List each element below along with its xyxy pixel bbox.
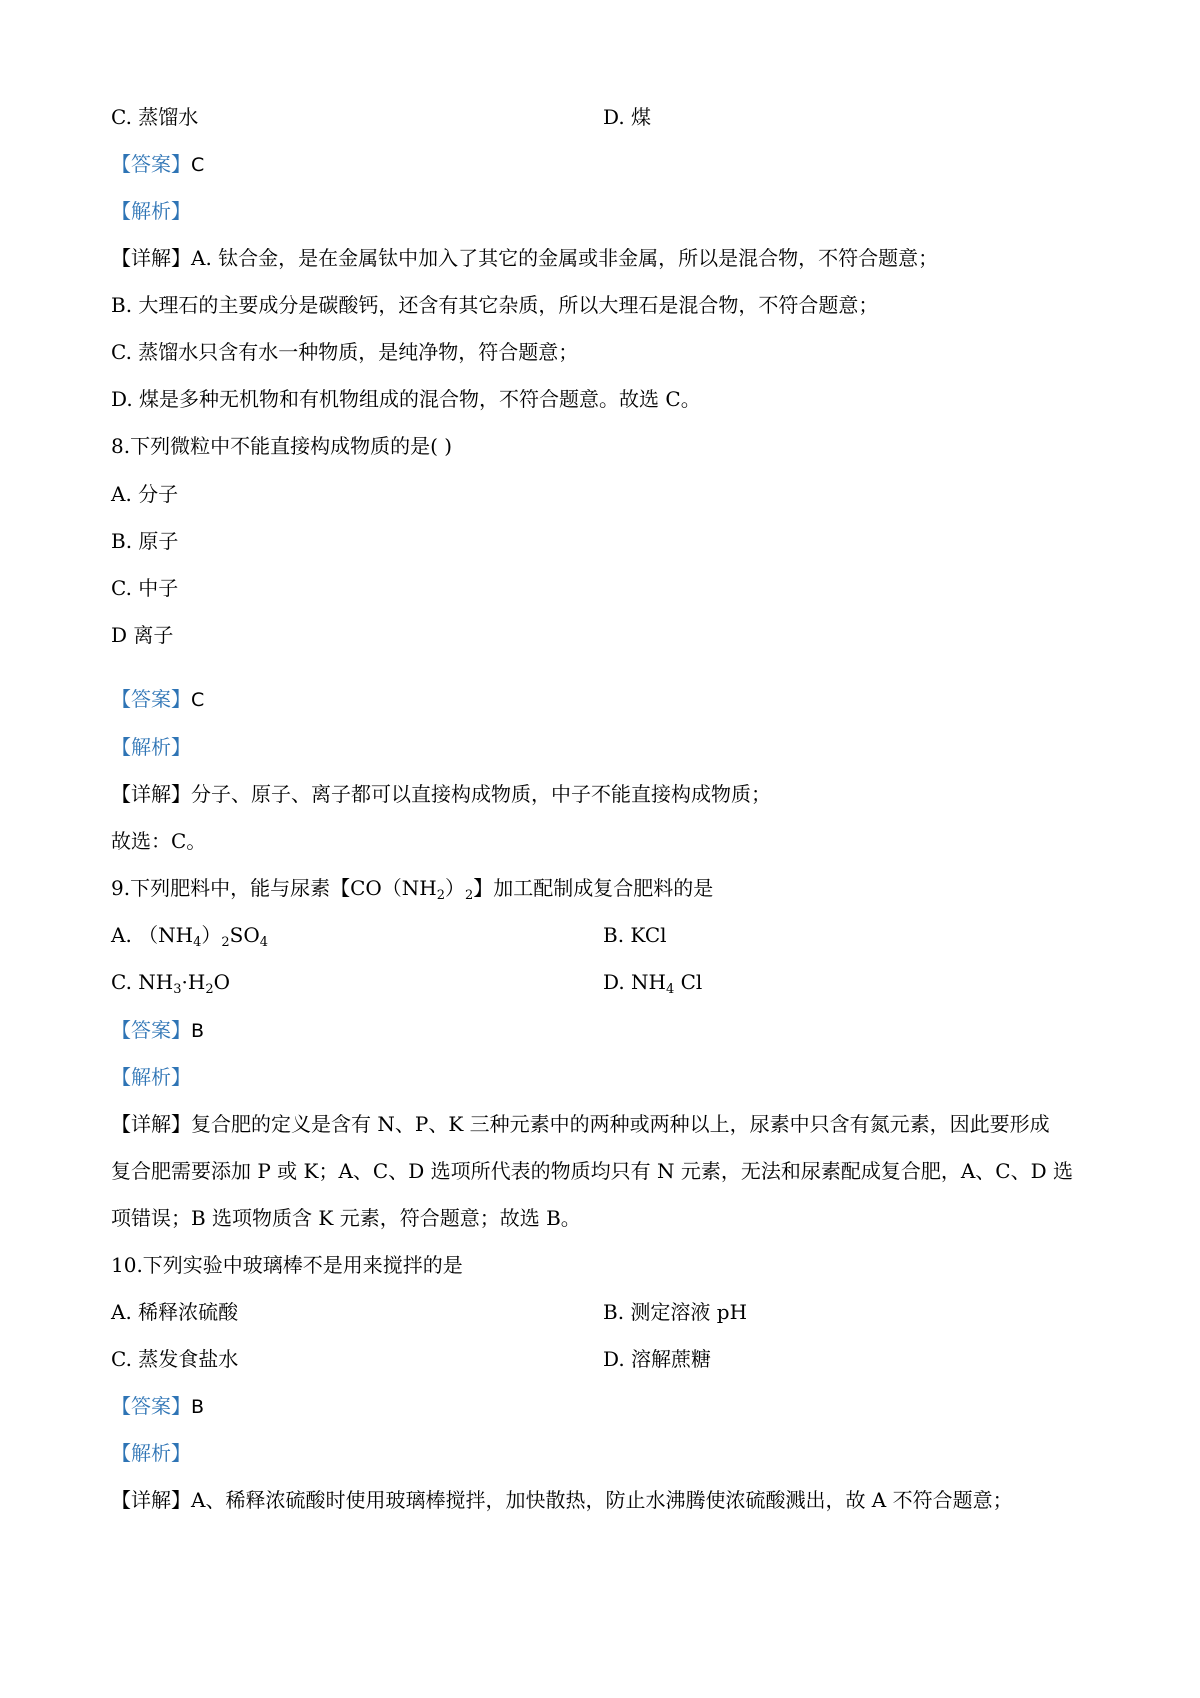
- q8-analysis-tag: 【解析】: [111, 735, 191, 759]
- q9-question-text: ）: [445, 876, 466, 900]
- option-text: ）: [201, 923, 222, 947]
- q8-option-c: C. 中子: [111, 576, 179, 600]
- q9-question-text: 】加工配制成复合肥料的是: [473, 876, 714, 900]
- subscript: 2: [221, 935, 230, 950]
- q7-answer-line: [111, 150, 204, 179]
- q8-detail-1: 【详解】分子、原子、离子都可以直接构成物质，中子不能直接构成物质；: [111, 782, 771, 806]
- q10-answer-line: [111, 1392, 204, 1421]
- answer-value: C: [191, 154, 205, 176]
- q10-option-c: C. 蒸发食盐水: [111, 1347, 239, 1371]
- q9-detail-1: 【详解】复合肥的定义是含有 N、P、K 三种元素中的两种或两种以上，尿素中只含有氮元素，因此要形成: [111, 1112, 1050, 1136]
- q8-option-a: A. 分子: [111, 482, 179, 506]
- q7-detail-2: B. 大理石的主要成分是碳酸钙，还含有其它杂质，所以大理石是混合物，不符合题意；: [111, 293, 879, 317]
- answer-value: C: [191, 689, 205, 711]
- q9-detail-2: 复合肥需要添加 P 或 K；A、C、D 选项所代表的物质均只有 N 元素，无法和尿素配成复合肥，A、C、D 选: [111, 1159, 1073, 1183]
- answer-tag: 【答案】: [111, 1018, 191, 1042]
- subscript: 4: [665, 982, 675, 997]
- option-text: A. （NH: [111, 923, 194, 947]
- answer-value: B: [191, 1396, 205, 1418]
- q9-option-a: [111, 921, 268, 949]
- q8-answer-line: [111, 685, 204, 714]
- q10-option-d: D. 溶解蔗糖: [603, 1347, 712, 1371]
- option-text: Cl: [674, 970, 703, 994]
- q9-question: [111, 874, 713, 902]
- option-text: O: [213, 970, 231, 994]
- q8-question: 8.下列微粒中不能直接构成物质的是( ): [111, 434, 453, 458]
- q9-question-text: 9.下列肥料中，能与尿素【CO（NH: [111, 876, 437, 900]
- q8-option-d: D 离子: [111, 623, 174, 647]
- q10-analysis-tag: 【解析】: [111, 1441, 191, 1465]
- subscript: 4: [193, 935, 202, 950]
- q7-option-d: D. 煤: [603, 105, 652, 129]
- answer-value: B: [191, 1020, 205, 1042]
- q9-analysis-tag: 【解析】: [111, 1065, 191, 1089]
- q8-option-b: B. 原子: [111, 529, 179, 553]
- answer-tag: 【答案】: [111, 687, 191, 711]
- option-text: D. NH: [603, 970, 666, 994]
- q9-answer-line: [111, 1016, 204, 1045]
- option-text: C. NH: [111, 970, 174, 994]
- q7-option-c: C. 蒸馏水: [111, 105, 199, 129]
- q8-detail-2: 故选：C。: [111, 829, 207, 853]
- q9-option-c: [111, 968, 230, 996]
- subscript: 3: [173, 982, 182, 997]
- q10-detail-1: 【详解】A、稀释浓硫酸时使用玻璃棒搅拌，加快散热，防止水沸腾使浓硫酸溅出，故 A 不符合题意；: [111, 1488, 1013, 1512]
- subscript: 2: [205, 982, 214, 997]
- q9-option-b: B. KCl: [603, 923, 667, 947]
- answer-tag: 【答案】: [111, 1394, 191, 1418]
- subscript: 4: [259, 935, 269, 950]
- option-text: SO: [229, 923, 260, 947]
- answer-tag: 【答案】: [111, 152, 191, 176]
- subscript: 2: [465, 888, 474, 903]
- q10-option-b: B. 测定溶液 pH: [603, 1300, 748, 1324]
- q7-detail-3: C. 蒸馏水只含有水一种物质，是纯净物，符合题意；: [111, 340, 579, 364]
- q10-option-a: A. 稀释浓硫酸: [111, 1300, 239, 1324]
- option-text: ·H: [181, 970, 206, 994]
- q10-question: 10.下列实验中玻璃棒不是用来搅拌的是: [111, 1253, 463, 1277]
- q9-detail-3: 项错误；B 选项物质含 K 元素，符合题意；故选 B。: [111, 1206, 581, 1230]
- q7-analysis-tag: 【解析】: [111, 199, 191, 223]
- q7-detail-4: D. 煤是多种无机物和有机物组成的混合物，不符合题意。故选 C。: [111, 387, 701, 411]
- q9-option-d: [603, 968, 702, 996]
- q7-detail-1: 【详解】A. 钛合金，是在金属钛中加入了其它的金属或非金属，所以是混合物，不符合题意；: [111, 246, 939, 270]
- subscript: 2: [436, 888, 446, 903]
